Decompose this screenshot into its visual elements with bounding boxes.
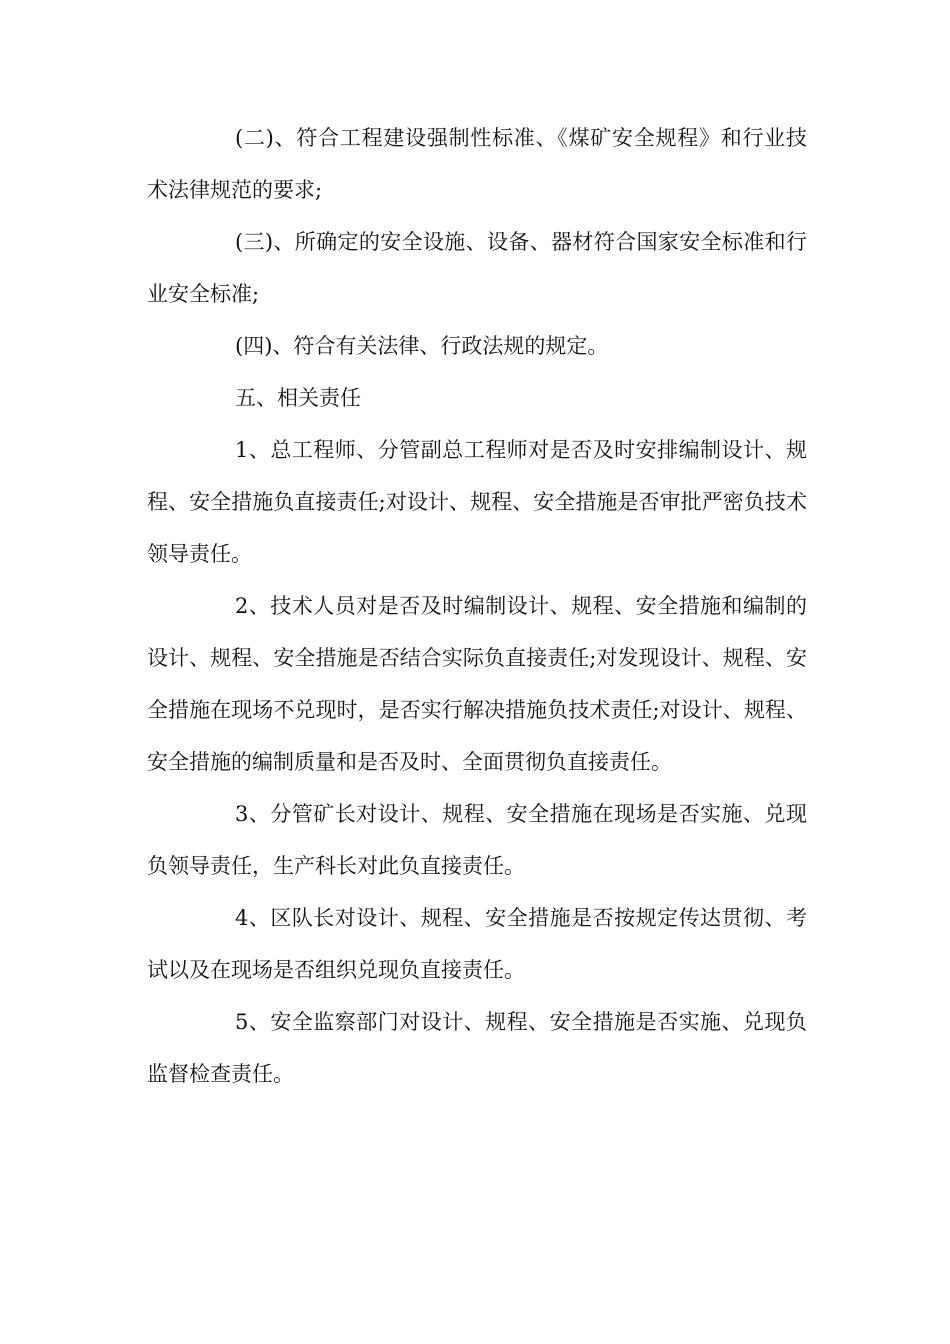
responsibility-item-5: 5、安全监察部门对设计、规程、安全措施是否实施、兑现负监督检查责任。: [147, 1010, 807, 1086]
paragraph-item-3: (三)、所确定的安全设施、设备、器材符合国家安全标准和行业安全标准;: [147, 230, 807, 306]
responsibility-item-2: 2、技术人员对是否及时编制设计、规程、安全措施和编制的设计、规程、安全措施是否结合实际负直接责任;对发现设计、规程、安全措施在现场不兑现时，是否实行解决措施负技术责任;对设计、规程、安全措施的编制质量和是否及时、全面贯彻负直接责任。: [147, 594, 807, 774]
paragraph-item-4: (四)、符合有关法律、行政法规的规定。: [235, 334, 609, 358]
responsibility-item-3: 3、分管矿长对设计、规程、安全措施在现场是否实施、兑现负领导责任，生产科长对此负直接责任。: [147, 802, 807, 878]
section-heading-responsibilities: 五、相关责任: [235, 386, 361, 410]
paragraph-item-2: (二)、符合工程建设强制性标准、《煤矿安全规程》和行业技术法律规范的要求;: [147, 126, 807, 202]
document-body: [147, 112, 807, 1100]
responsibility-item-4: 4、区队长对设计、规程、安全措施是否按规定传达贯彻、考试以及在现场是否组织兑现负直接责任。: [147, 906, 807, 982]
responsibility-item-1: 1、总工程师、分管副总工程师对是否及时安排编制设计、规程、安全措施负直接责任;对设计、规程、安全措施是否审批严密负技术领导责任。: [147, 438, 807, 566]
